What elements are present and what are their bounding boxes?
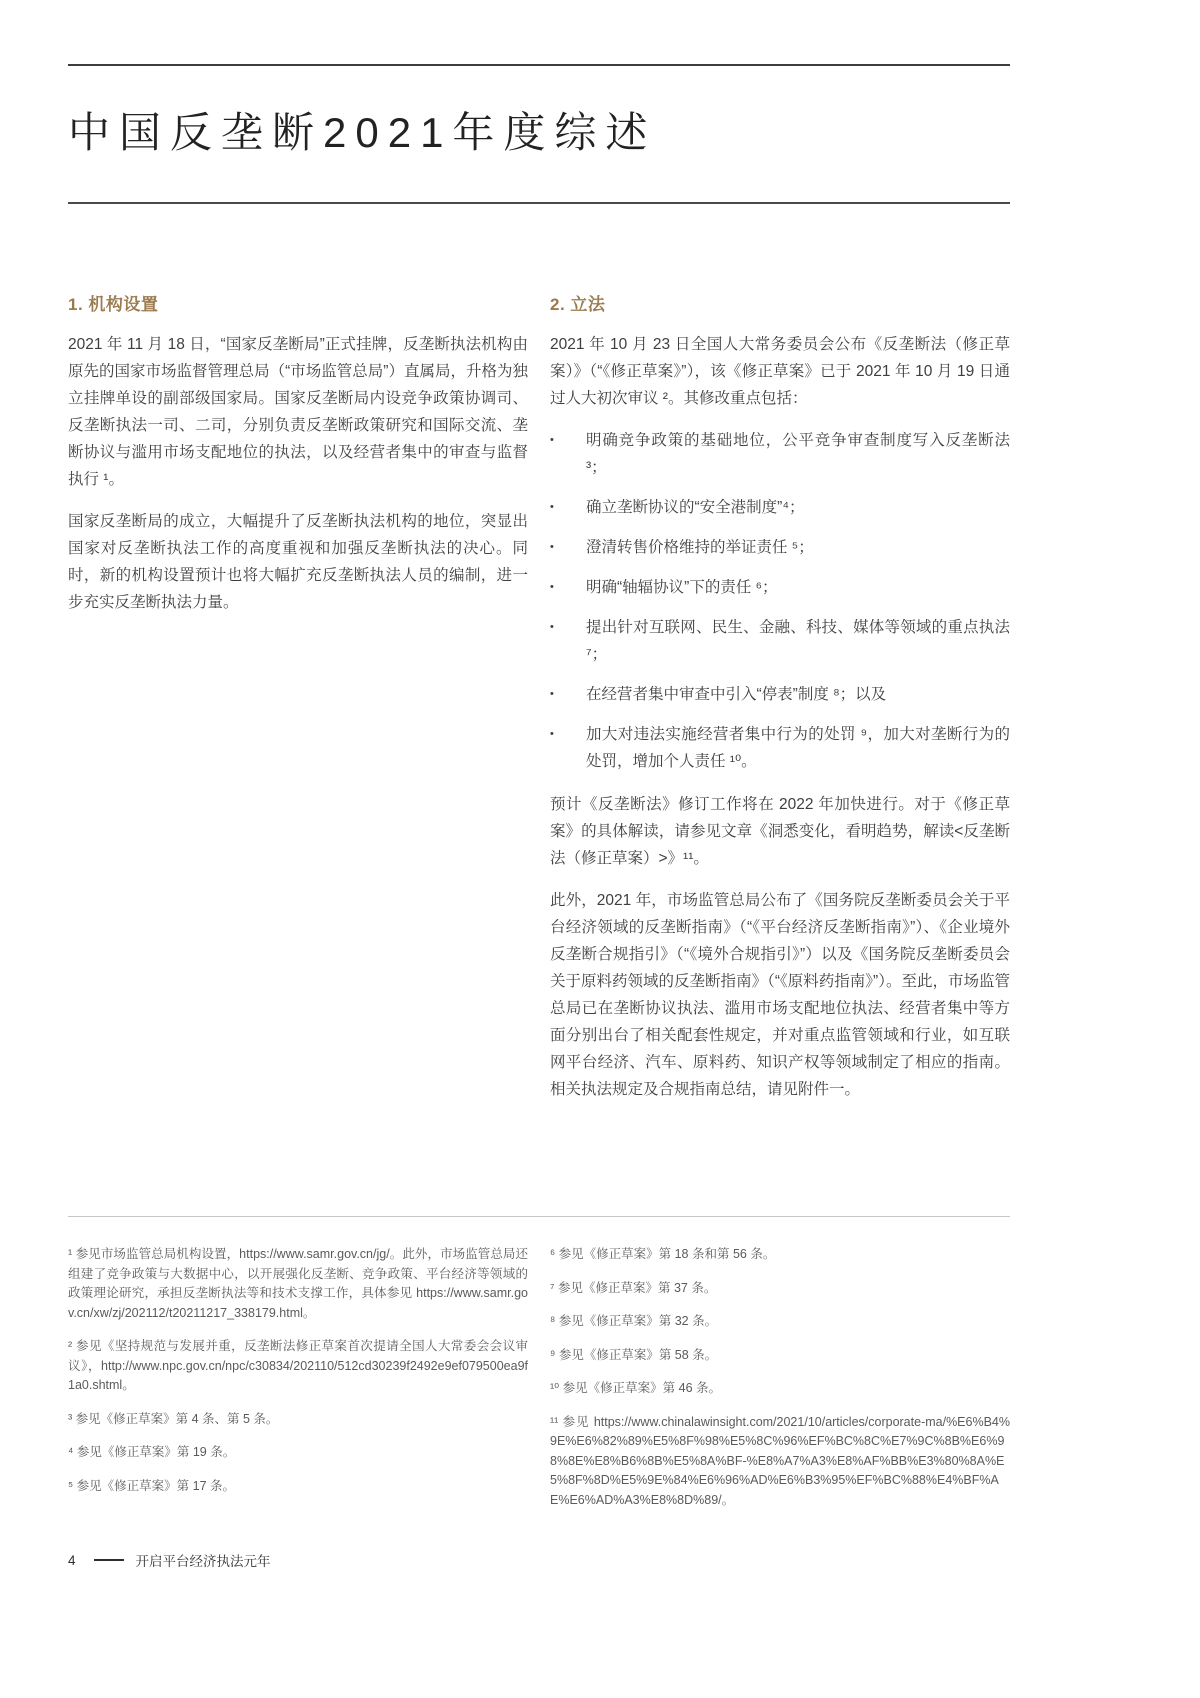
footnote-9: ⁹ 参见《修正草案》第 58 条。 (550, 1347, 718, 1362)
legislation-paragraph-2: 此外，2021 年，市场监管总局公布了《国务院反垄断委员会关于平台经济领域的反垄断指南》（“《平台经济反垄断指南》”）、《企业境外反垄断合规指引》（“《境外合规指引》”）以及《国务院反垄断委员会关于原料药领域的反垄断指南》（“《原料药指南》”）。至此，市场监管总局已在垄断协议执法、滥用市场支配地位执法、经营者集中等方面分别出台了相关配套性规定，并对重点监管领域和行业，如互联网平台经济、汽车、原料药、知识产权等领域制定了相应的指南。相关执法规定及合规指南总结，请见附件一。 (550, 892, 1010, 1098)
footnotes (68, 1245, 1010, 1524)
legislation-intro-paragraph: 2021 年 10 月 23 日全国人大常务委员会公布《反垄断法（修正草案）》（“《修正草案》”），该《修正草案》已于 2021 年 10 月 19 日通过人大初次审议 ²。其修改重点包括： (550, 336, 1010, 407)
legislation-bullet-list (550, 427, 1010, 775)
bullet-text: 明确竞争政策的基础地位，公平竞争审查制度写入反垄断法 ³； (586, 432, 1010, 476)
footnote-6: ⁶ 参见《修正草案》第 18 条和第 56 条。 (550, 1247, 776, 1261)
bullet-text: 确立垄断协议的“安全港制度”⁴； (586, 499, 805, 516)
footnote-10: ¹⁰ 参见《修正草案》第 46 条。 (550, 1381, 721, 1395)
main-columns (68, 290, 1010, 1118)
bullet-text: 在经营者集中审查中引入“停表”制度 ⁸；以及 (586, 686, 887, 703)
bullet-item (550, 574, 1010, 601)
bullet-dot-icon (550, 494, 586, 521)
footer-text: 开启平台经济执法元年 (135, 1554, 271, 1569)
footnote-11: ¹¹ 参见 https://www.chinalawinsight.com/2021/10/articles/corporate-ma/%E6%B4%9E%E6%82%89%E5%8F%98%E5%8C%96%EF%BC%8C%E7%9C%8B%E6%98%8E%E8%B6%8B%E5%8A%BF-%E8%A7%A3%E8%AF%BB%E3%80%8A%E5%8F%8D%E5%9E%84%E6%96%AD%E6%B3%95%EF%BC%88%E4%BF%AE%E6%AD%A3%E8%8D%89/。 (550, 1414, 1010, 1507)
footnote-4: ⁴ 参见《修正草案》第 19 条。 (68, 1445, 236, 1459)
bullet-dot-icon (550, 534, 586, 561)
left-column (68, 290, 528, 1118)
section-heading-legislation: 2. 立法 (550, 295, 606, 314)
bullet-item (550, 721, 1010, 775)
institution-paragraph-1: 2021 年 11 月 18 日，“国家反垄断局”正式挂牌，反垄断执法机构由原先的国家市场监督管理总局（“市场监管总局”）直属局，升格为独立挂牌单设的副部级国家局。国家反垄断局内设竞争政策协调司、反垄断执法一司、二司，分别负责反垄断政策研究和国际交流、垄断协议与滥用市场支配地位的执法，以及经营者集中的审查与监督执行 ¹。 (68, 336, 528, 488)
footnote-divider (68, 1216, 1010, 1217)
page-number: 4 (68, 1552, 76, 1568)
footnotes-right-column (550, 1245, 1010, 1524)
title-divider (68, 202, 1010, 204)
section-heading-institution: 1. 机构设置 (68, 295, 159, 314)
bullet-text: 加大对违法实施经营者集中行为的处罚 ⁹，加大对垄断行为的处罚，增加个人责任 ¹⁰。 (586, 726, 1010, 770)
bullet-dot-icon (550, 681, 586, 708)
footnote-8: ⁸ 参见《修正草案》第 32 条。 (550, 1314, 718, 1328)
bullet-dot-icon (550, 614, 586, 668)
institution-paragraph-2: 国家反垄断局的成立，大幅提升了反垄断执法机构的地位，突显出国家对反垄断执法工作的高度重视和加强反垄断执法的决心。同时，新的机构设置预计也将大幅扩充反垄断执法人员的编制，进一步充实反垄断执法力量。 (68, 513, 528, 611)
bullet-item (550, 494, 1010, 521)
bullet-text: 明确“轴辐协议”下的责任 ⁶； (586, 579, 778, 596)
top-rule (68, 64, 1010, 66)
bullet-text: 提出针对互联网、民生、金融、科技、媒体等领域的重点执法 ⁷； (586, 619, 1010, 663)
footnote-5: ⁵ 参见《修正草案》第 17 条。 (68, 1478, 236, 1493)
bullet-dot-icon (550, 427, 586, 481)
footnotes-left-column (68, 1245, 528, 1524)
bullet-item (550, 614, 1010, 668)
page-title: 中国反垄断2021年度综述 (68, 109, 657, 156)
bullet-dot-icon (550, 721, 586, 775)
bullet-item (550, 681, 1010, 708)
footnote-3: ³ 参见《修正草案》第 4 条、第 5 条。 (68, 1411, 279, 1426)
bullet-text: 澄清转售价格维持的举证责任 ⁵； (586, 539, 814, 556)
bullet-item (550, 534, 1010, 561)
footnote-1: ¹ 参见市场监管总局机构设置，https://www.samr.gov.cn/jg/。此外，市场监管总局还组建了竞争政策与大数据中心，以开展强化反垄断、竞争政策、平台经济等领域的政策理论研究，承担反垄断执法等和技术支撑工作，具体参见 https://www.samr.gov.cn/xw/zj/202112/t20211217_338179.html。 (68, 1247, 528, 1320)
footnote-2: ² 参见《坚持规范与发展并重，反垄断法修正草案首次提请全国人大常委会会议审议》，http://www.npc.gov.cn/npc/c30834/202110/512cd30239f2492e9ef079500ea9f1a0.shtml。 (68, 1339, 528, 1392)
right-column (550, 290, 1010, 1118)
bullet-item (550, 427, 1010, 481)
page-footer (68, 1550, 271, 1570)
footer-dash-line (94, 1559, 124, 1561)
legislation-paragraph-1: 预计《反垄断法》修订工作将在 2022 年加快进行。对于《修正草案》的具体解读，请参见文章《洞悉变化，看明趋势，解读<反垄断法（修正草案）>》¹¹。 (550, 796, 1010, 867)
bullet-dot-icon (550, 574, 586, 601)
footnote-7: ⁷ 参见《修正草案》第 37 条。 (550, 1280, 717, 1295)
